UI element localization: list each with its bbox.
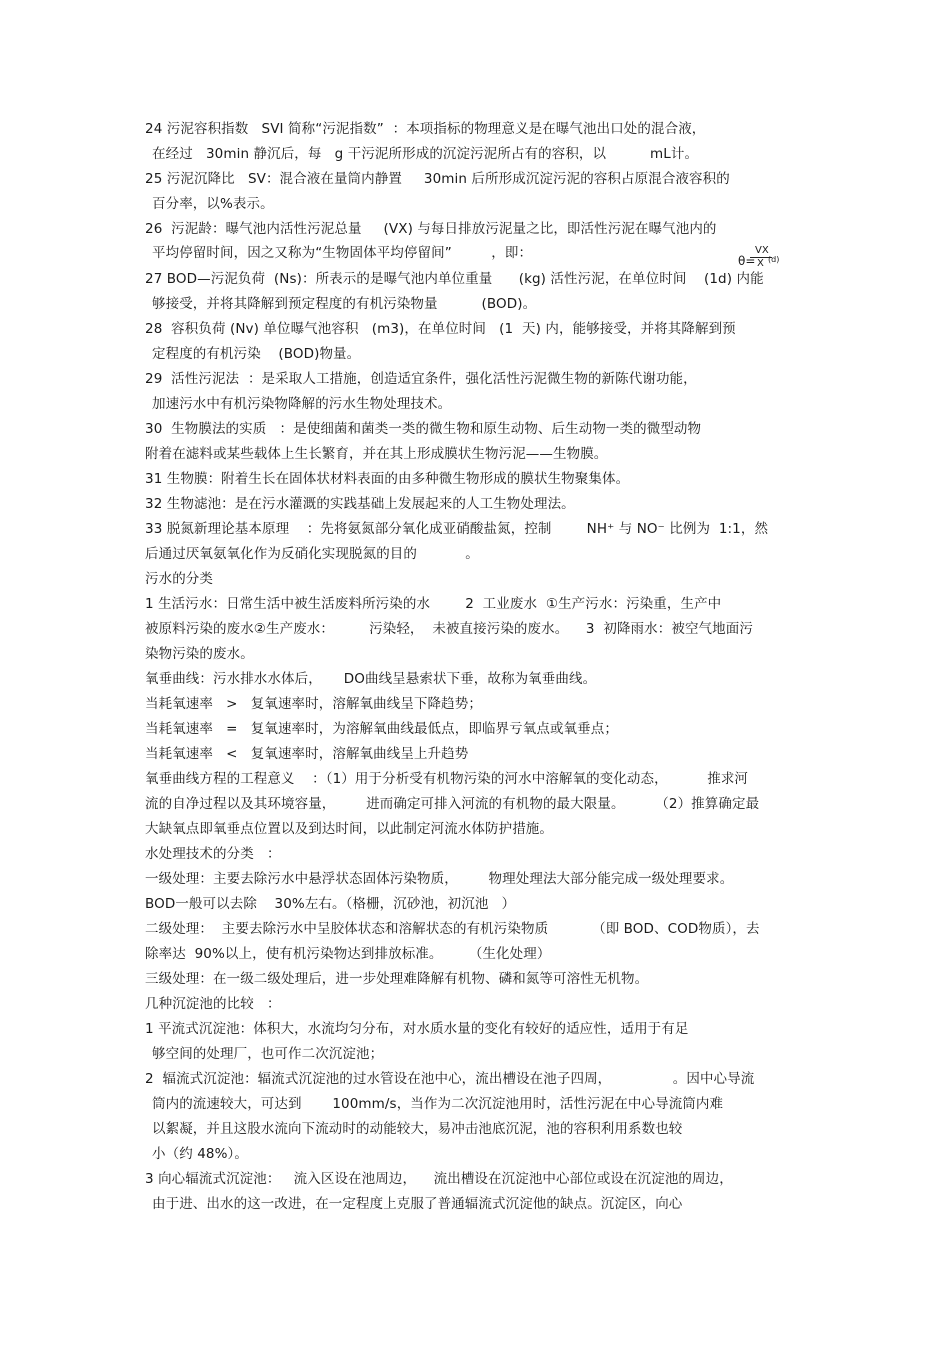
section-heading-sewage-types: 污水的分类 [145, 571, 213, 587]
text-line-secondary-treatment: 二级处理： 主要去除污水中呈胶体状态和溶解状态的有机污染物质 （即 BOD、COD物质），去 [145, 921, 760, 937]
formula-unit: (d) [768, 255, 780, 264]
section-heading-treatment-types: 水处理技术的分类 ： [145, 846, 281, 862]
text-line-31-biofilm: 31 生物膜：附着生长在固体状材料表面的由多种微生物形成的膜状生物聚集体。 [145, 471, 630, 487]
text-line: 染物污染的废水。 [145, 646, 254, 662]
text-line: 以絮凝，并且这股水流向下流动时的动能较大，易冲击池底沉泥，池的容积利用系数也较 [152, 1121, 683, 1137]
text-line-horizontal-tank: 1 平流式沉淀池：体积大，水流均匀分布，对水质水量的变化有较好的适应性，适用于有足 [145, 1021, 689, 1037]
text-line-26-sludge-age: 26 污泥龄：曝气池内活性污泥总量 (VX) 与每日排放污泥量之比，即活性污泥在曝气池内的 [145, 221, 717, 237]
text-line: 筒内的流速较大，可达到 100mm/s，当作为二次沉淀池用时，活性污泥在中心导流筒内难 [152, 1096, 724, 1112]
text-line-oxygen-sag-significance: 氧垂曲线方程的工程意义 ：（1）用于分析受有机物污染的河水中溶解氧的变化动态， 推求河 [145, 771, 749, 787]
text-line-28-volume-load: 28 容积负荷 (Nv) 单位曝气池容积 (m3)，在单位时间 (1 天) 内，能够接受，并将其降解到预 [145, 321, 736, 337]
text-line: 够空间的处理厂，也可作二次沉淀池； [152, 1046, 384, 1062]
text-line: 当耗氧速率 = 复氧速率时，为溶解氧曲线最低点，即临界亏氧点或氧垂点； [145, 721, 618, 737]
text-line: BOD一般可以去除 30%左右。（格栅，沉砂池，初沉池 ） [145, 896, 516, 912]
text-line: 除率达 90%以上，使有机污染物达到排放标准。 （生化处理） [145, 946, 551, 962]
formula-denominator: X [757, 258, 764, 269]
text-line-27-bod-load: 27 BOD—污泥负荷 (Ns)：所表示的是曝气池内单位重量 (kg) 活性污泥，在单位时间 (1d) 内能 [145, 271, 764, 287]
text-line-32-biofilter: 32 生物滤池：是在污水灌溉的实践基础上发展起来的人工生物处理法。 [145, 496, 575, 512]
text-line-centripetal-radial-tank: 3 向心辐流式沉淀池： 流入区设在池周边， 流出槽设在沉淀池中心部位或设在沉淀池的周边， [145, 1171, 733, 1187]
formula-lhs: θ= [738, 254, 756, 268]
text-line: 当耗氧速率 > 复氧速率时，溶解氧曲线呈下降趋势； [145, 696, 482, 712]
text-line: 在经过 30min 静沉后，每 g 干污泥所形成的沉淀污泥所占有的容积，以 mL计。 [152, 146, 699, 162]
text-line: 加速污水中有机污染物降解的污水生物处理技术。 [152, 396, 452, 412]
text-line: 够接受，并将其降解到预定程度的有机污染物量 (BOD)。 [152, 296, 537, 312]
text-line: 由于进、出水的这一改进，在一定程度上克服了普通辐流式沉淀他的缺点。沉淀区，向心 [152, 1196, 683, 1212]
text-line-29-activated-sludge: 29 活性污泥法 ：是采取人工措施，创造适宜条件，强化活性污泥微生物的新陈代谢功能， [145, 371, 697, 387]
text-line-primary-treatment: 一级处理：主要去除污水中悬浮状态固体污染物质， 物理处理法大部分能完成一级处理要求。 [145, 871, 734, 887]
section-heading-sedimentation-tanks: 几种沉淀池的比较 ： [145, 996, 281, 1012]
text-line-30-biofilm-method: 30 生物膜法的实质 ：是使细菌和菌类一类的微生物和原生动物、后生动物一类的微型动物 [145, 421, 702, 437]
text-line: 大缺氧点即氧垂点位置以及到达时间，以此制定河流水体防护措施。 [145, 821, 553, 837]
text-line: 1 生活污水：日常生活中被生活废料所污染的水 2 工业废水 ①生产污水：污染重，生产中 [145, 596, 722, 612]
text-line-tertiary-treatment: 三级处理：在一级二级处理后，进一步处理难降解有机物、磷和氮等可溶性无机物。 [145, 971, 649, 987]
text-line-radial-tank: 2 辐流式沉淀池：辐流式沉淀池的过水管设在池中心，流出槽设在池子四周， 。因中心导流 [145, 1071, 755, 1087]
text-line: 流的自净过程以及其环境容量， 进而确定可排入河流的有机物的最大限量。 （2）推算确定最 [145, 796, 760, 812]
text-line: 小（约 48%）。 [152, 1146, 248, 1162]
text-line-25-sv: 25 污泥沉降比 SV：混合液在量筒内静置 30min 后所形成沉淀污泥的容积占原混合液容积的 [145, 171, 730, 187]
text-line-33-denitrification: 33 脱氮新理论基本原理 ：先将氨氮部分氧化成亚硝酸盐氮，控制 NH⁺ 与 NO⁻ 比例为 1:1，然 [145, 521, 769, 537]
text-line-24-svi: 24 污泥容积指数 SVI 简称“污泥指数” ：本项指标的物理意义是在曝气池出口处的混合液， [145, 121, 706, 137]
text-line: 百分率，以%表示。 [152, 196, 274, 212]
text-line-oxygen-sag: 氧垂曲线：污水排水水体后， DO曲线呈悬索状下垂，故称为氧垂曲线。 [145, 671, 597, 687]
formula-numerator: VX [755, 245, 769, 256]
text-line: 平均停留时间，因之又称为“生物固体平均停留间” ，即： [152, 245, 533, 261]
text-line: 附着在滤料或某些载体上生长繁育，并在其上形成膜状生物污泥——生物膜。 [145, 446, 608, 462]
text-line: 后通过厌氧氨氧化作为反硝化实现脱氮的目的 。 [145, 546, 479, 562]
text-line: 当耗氧速率 < 复氧速率时，溶解氧曲线呈上升趋势 [145, 746, 469, 762]
text-line: 定程度的有机污染 (BOD)物量。 [152, 346, 361, 362]
text-line: 被原料污染的废水②生产废水： 污染轻， 未被直接污染的废水。 3 初降雨水：被空气地面污 [145, 621, 753, 637]
